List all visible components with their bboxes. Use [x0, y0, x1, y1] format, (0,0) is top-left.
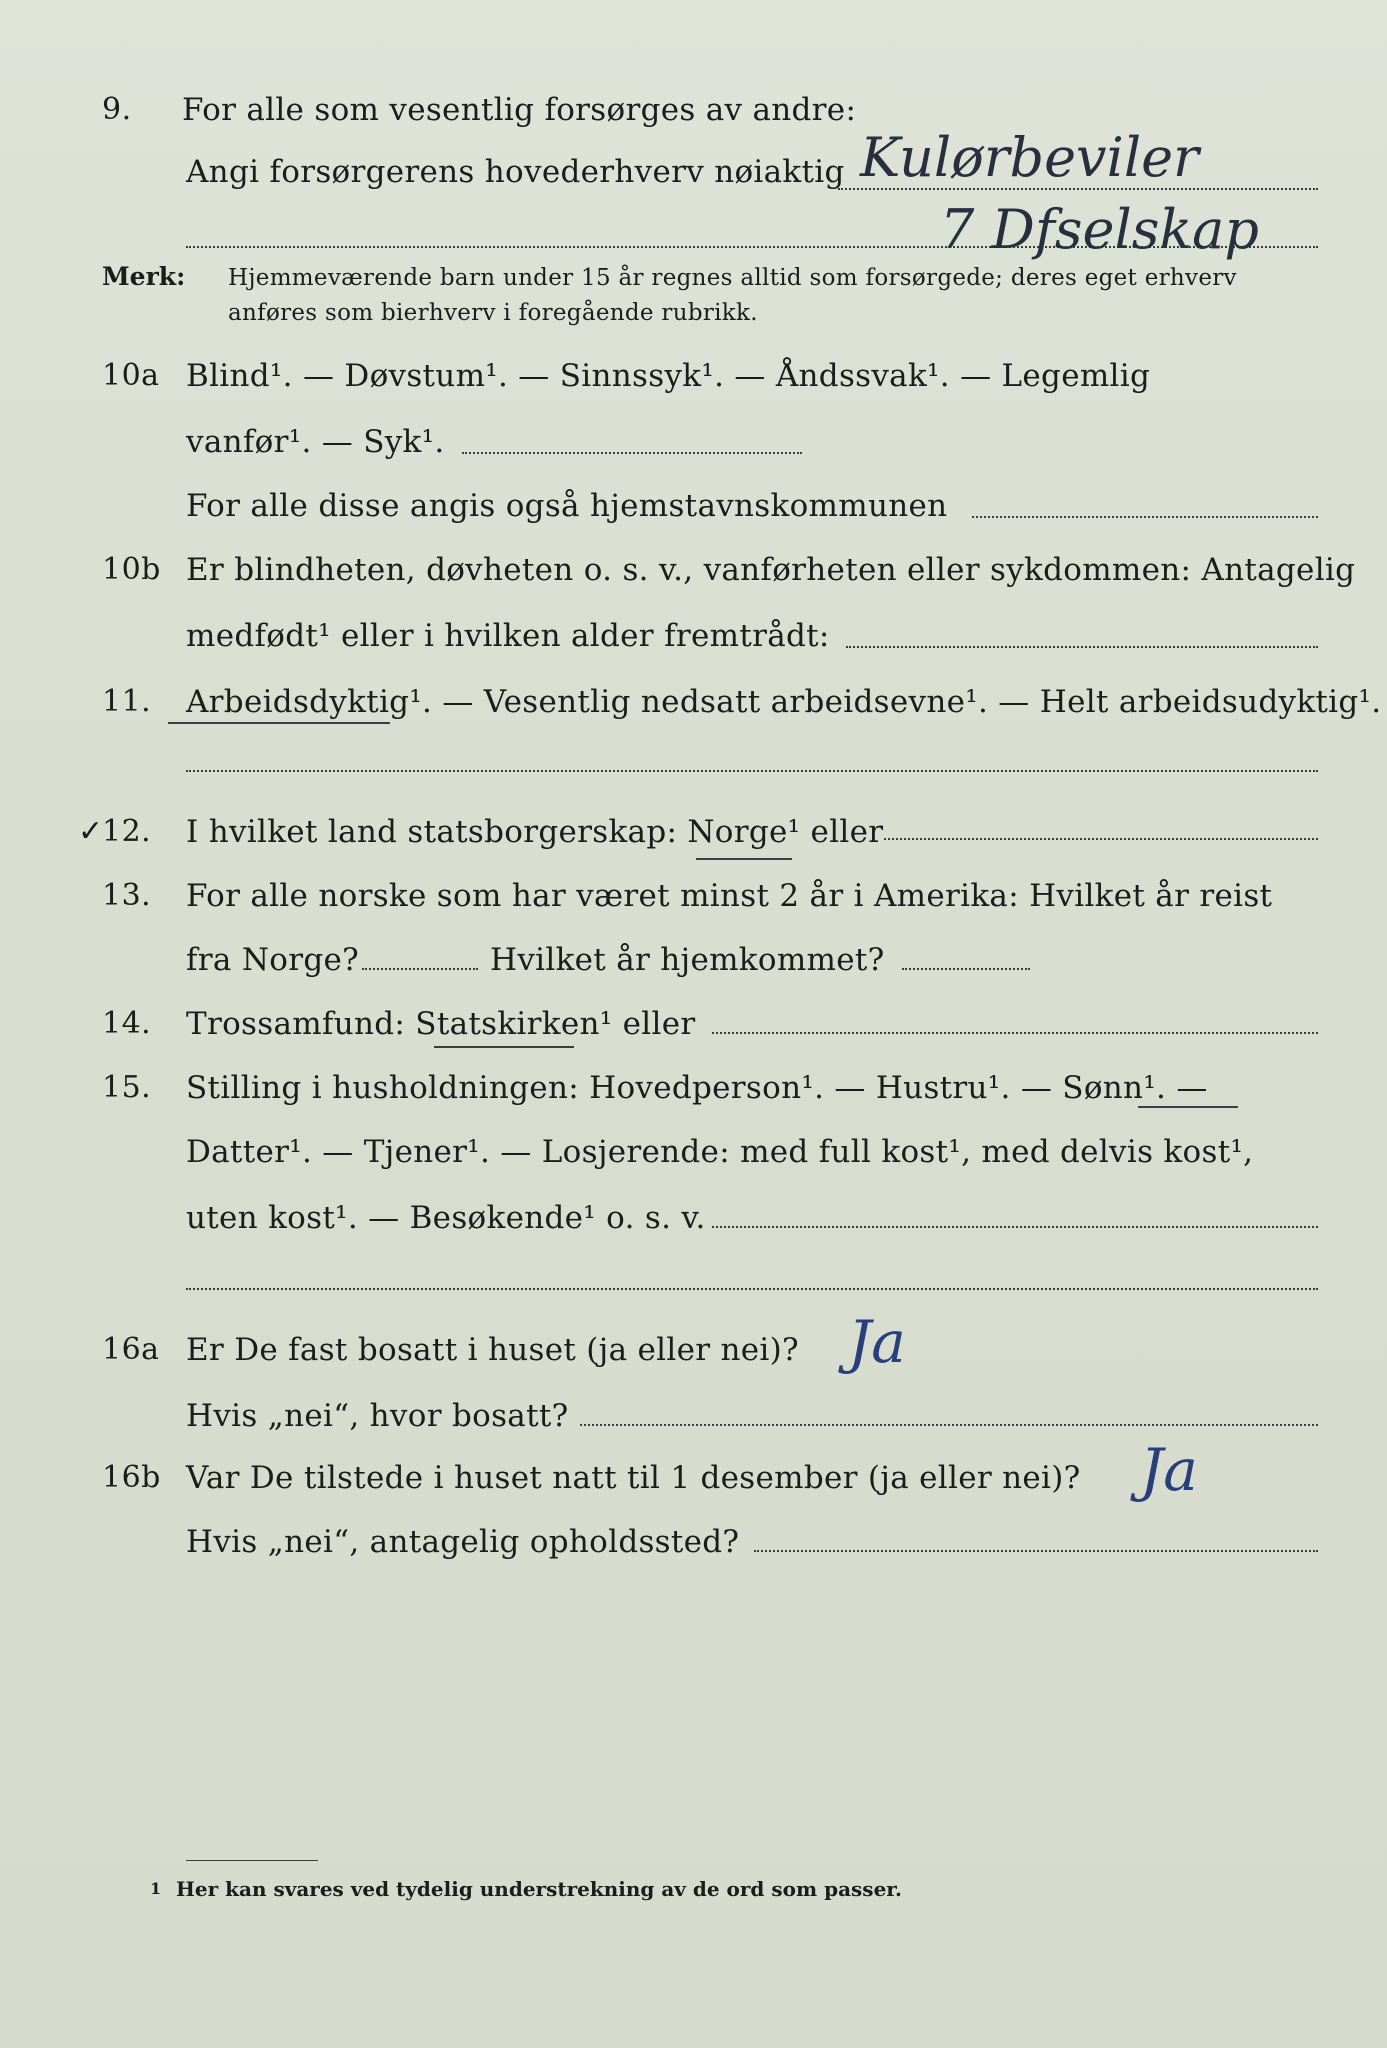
q10b-line2-rule	[846, 646, 1318, 648]
q14-line1: Trossamfund: Statskirken¹ eller	[186, 1006, 696, 1042]
q16a-line2: Hvis „nei“, hvor bosatt?	[186, 1398, 569, 1434]
q9-line1: For alle som vesentlig forsørges av andre:	[182, 92, 857, 128]
q14-number: 14.	[102, 1006, 152, 1041]
q15-line3: uten kost¹. — Besøkende¹ o. s. v.	[186, 1200, 706, 1236]
q10b-line1: Er blindheten, døvheten o. s. v., vanførheten eller sykdommen: Antagelig	[186, 552, 1356, 588]
q16b-answer-rule	[754, 1550, 1318, 1552]
q11-number: 11.	[102, 684, 152, 719]
q14-answer-rule	[712, 1032, 1318, 1034]
merk-line2: anføres som bierhverv i foregående rubrikk.	[228, 300, 758, 326]
q10a-line3-rule	[972, 516, 1318, 518]
footnote-marker: 1	[150, 1879, 162, 1898]
q9-handwritten-answer-1: Kulørbeviler	[860, 126, 1199, 189]
q15-number: 15.	[102, 1070, 152, 1105]
q12-line1: I hvilket land statsborgerskap: Norge¹ eller	[186, 814, 884, 850]
footnote-text: Her kan svares ved tydelig understrekning av de ord som passer.	[176, 1877, 902, 1901]
q16b-line2: Hvis „nei“, antagelig opholdssted?	[186, 1524, 740, 1560]
footnote-separator	[186, 1860, 318, 1861]
q16a-handwritten-answer: Ja	[848, 1308, 906, 1376]
merk-label: Merk:	[102, 262, 186, 291]
q13-reist-rule	[362, 968, 478, 970]
q10a-number: 10a	[102, 358, 160, 393]
q16a-line1: Er De fast bosatt i huset (ja eller nei)?	[186, 1332, 799, 1368]
q13-line1: For alle norske som har været minst 2 år i Amerika: Hvilket år reist	[186, 878, 1273, 914]
q14-statskirken-underline	[434, 1046, 574, 1048]
q10a-line2-rule	[462, 452, 802, 454]
q10a-line3: For alle disse angis også hjemstavnskommunen	[186, 488, 948, 524]
q15-answer-rule	[712, 1226, 1318, 1228]
q10a-line1: Blind¹. — Døvstum¹. — Sinnssyk¹. — Åndssvak¹. — Legemlig	[186, 358, 1151, 394]
q9-number: 9.	[102, 92, 132, 127]
q15-line2: Datter¹. — Tjener¹. — Losjerende: med full kost¹, med delvis kost¹,	[186, 1134, 1254, 1170]
q13-hjemkommet-rule	[902, 968, 1030, 970]
q11-arbeidsdyktig-underline	[168, 722, 390, 724]
q16b-line1: Var De tilstede i huset natt til 1 desember (ja eller nei)?	[186, 1460, 1081, 1496]
q13-line2a: fra Norge?	[186, 942, 360, 978]
q12-norge-underline	[696, 858, 792, 860]
q12-answer-rule	[884, 838, 1318, 840]
q13-line2b: Hvilket år hjemkommet?	[490, 942, 885, 978]
q15-line1: Stilling i husholdningen: Hovedperson¹. — Hustru¹. — Sønn¹. —	[186, 1070, 1208, 1106]
q16a-answer-rule	[580, 1424, 1318, 1426]
q10b-number: 10b	[102, 552, 161, 587]
q9-handwritten-answer-2: 7 Dfselskap	[940, 198, 1259, 261]
q10b-line2: medfødt¹ eller i hvilken alder fremtrådt:	[186, 618, 830, 654]
q15-answer-rule-2	[186, 1288, 1318, 1290]
q12-number: 12.	[102, 814, 152, 849]
q15-sonn-underline	[1138, 1106, 1238, 1108]
q9-line2-label: Angi forsørgerens hovederhverv nøiaktig	[186, 154, 845, 190]
q12-check-mark: ✓	[78, 814, 104, 849]
q16b-number: 16b	[102, 1460, 161, 1495]
q13-number: 13.	[102, 878, 152, 913]
merk-line1: Hjemmeværende barn under 15 år regnes alltid som forsørgede; deres eget erhverv	[228, 265, 1237, 291]
q16a-number: 16a	[102, 1332, 160, 1367]
q11-answer-rule	[186, 770, 1318, 772]
q10a-line2: vanfør¹. — Syk¹.	[186, 424, 445, 460]
q11-line1: Arbeidsdyktig¹. — Vesentlig nedsatt arbeidsevne¹. — Helt arbeidsudyktig¹.	[186, 684, 1382, 720]
q16b-handwritten-answer: Ja	[1140, 1436, 1198, 1504]
